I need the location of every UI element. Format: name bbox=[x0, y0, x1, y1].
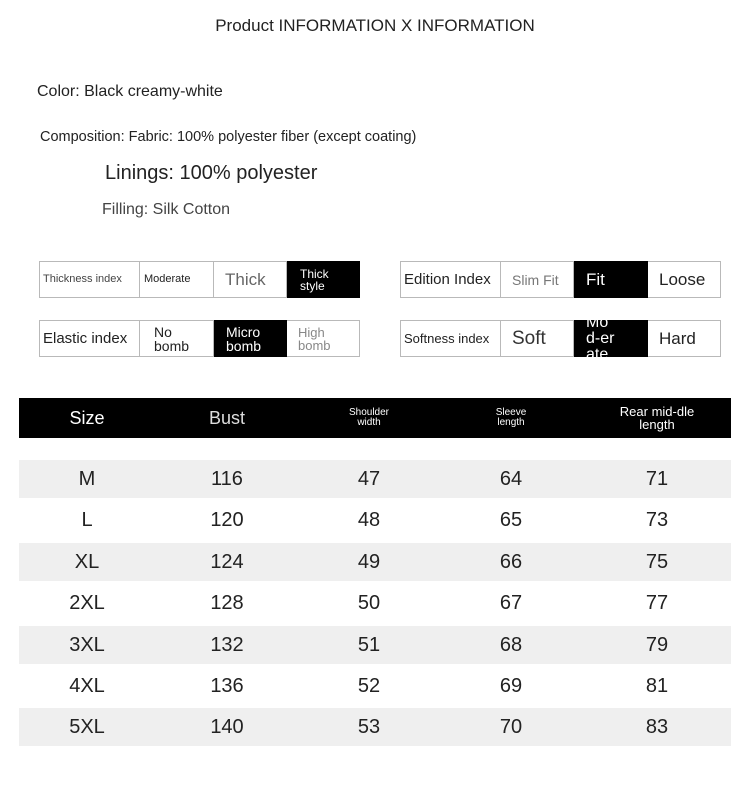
header-shoulder-width: Shoulder width bbox=[348, 407, 390, 428]
page-title: Product INFORMATION X INFORMATION bbox=[215, 16, 535, 35]
cell-bust: 140 bbox=[210, 715, 244, 738]
cell-rear-length: 71 bbox=[645, 467, 669, 490]
cell-shoulder: 50 bbox=[357, 591, 381, 614]
elastic-option-micro-bomb: Micro bomb bbox=[214, 320, 287, 357]
cell-rear-length: 73 bbox=[645, 508, 669, 531]
elastic-index bbox=[39, 320, 360, 357]
thickness-option-thick-style: Thick style bbox=[287, 261, 360, 298]
cell-shoulder: 52 bbox=[357, 674, 381, 697]
header-size: Size bbox=[69, 408, 105, 428]
softness-option-hard: Hard bbox=[648, 320, 721, 357]
elastic-index-label: Elastic index bbox=[39, 320, 140, 357]
edition-option-loose: Loose bbox=[648, 261, 721, 298]
cell-bust: 120 bbox=[210, 508, 244, 531]
cell-sleeve: 68 bbox=[499, 633, 523, 656]
cell-shoulder: 48 bbox=[357, 508, 381, 531]
cell-bust: 124 bbox=[210, 550, 244, 573]
softness-index bbox=[400, 313, 721, 363]
cell-rear-length: 81 bbox=[645, 674, 669, 697]
cell-shoulder: 51 bbox=[357, 633, 381, 656]
header-bust: Bust bbox=[208, 408, 246, 428]
edition-option-slim-fit: Slim Fit bbox=[501, 261, 574, 298]
table-row bbox=[19, 667, 731, 705]
table-row bbox=[19, 501, 731, 539]
table-row bbox=[19, 626, 731, 664]
cell-bust: 136 bbox=[210, 674, 244, 697]
thickness-option-moderate: Moderate bbox=[140, 261, 214, 298]
elastic-option-no-bomb: No bomb bbox=[140, 320, 214, 357]
table-row bbox=[19, 708, 731, 746]
cell-sleeve: 66 bbox=[499, 550, 523, 573]
cell-size: 5XL bbox=[69, 715, 105, 738]
table-row bbox=[19, 543, 731, 581]
edition-index bbox=[400, 261, 721, 298]
header-sleeve-length: Sleeve length bbox=[495, 407, 527, 428]
cell-bust: 116 bbox=[211, 467, 243, 490]
size-table-header bbox=[19, 398, 731, 438]
table-row bbox=[19, 460, 731, 498]
softness-option-moderate: Mod-erate bbox=[574, 320, 648, 357]
color-info: Color: Black creamy-white bbox=[37, 83, 223, 100]
table-row bbox=[19, 584, 731, 622]
composition-info: Composition: Fabric: 100% polyester fiber (except coating) bbox=[40, 129, 417, 145]
header-rear-middle-length: Rear mid-dle length bbox=[619, 404, 695, 432]
cell-sleeve: 67 bbox=[499, 591, 523, 614]
cell-sleeve: 70 bbox=[499, 715, 523, 738]
cell-shoulder: 47 bbox=[357, 467, 381, 490]
cell-rear-length: 83 bbox=[645, 715, 669, 738]
thickness-index bbox=[39, 261, 360, 298]
cell-bust: 128 bbox=[210, 591, 244, 614]
softness-option-soft: Soft bbox=[501, 320, 574, 357]
cell-sleeve: 69 bbox=[499, 674, 523, 697]
cell-size: M bbox=[78, 467, 96, 490]
elastic-option-high-bomb: High bomb bbox=[287, 320, 360, 357]
thickness-index-label: Thickness index bbox=[39, 261, 140, 298]
cell-rear-length: 77 bbox=[645, 591, 669, 614]
cell-size: 2XL bbox=[69, 591, 105, 614]
cell-size: XL bbox=[74, 550, 100, 573]
cell-shoulder: 53 bbox=[357, 715, 381, 738]
softness-index-label: Softness index bbox=[400, 320, 501, 357]
cell-size: 3XL bbox=[69, 633, 105, 656]
thickness-option-thick: Thick bbox=[214, 261, 287, 298]
cell-size: 4XL bbox=[69, 674, 105, 697]
cell-sleeve: 64 bbox=[499, 467, 523, 490]
cell-size: L bbox=[81, 508, 93, 531]
cell-bust: 132 bbox=[210, 633, 244, 656]
edition-option-fit: Fit bbox=[574, 261, 648, 298]
cell-rear-length: 79 bbox=[645, 633, 669, 656]
cell-rear-length: 75 bbox=[645, 550, 669, 573]
cell-sleeve: 65 bbox=[499, 508, 523, 531]
linings-info: Linings: 100% polyester bbox=[105, 162, 318, 184]
cell-shoulder: 49 bbox=[357, 550, 381, 573]
edition-index-label: Edition Index bbox=[400, 261, 501, 298]
filling-info: Filling: Silk Cotton bbox=[102, 201, 231, 218]
